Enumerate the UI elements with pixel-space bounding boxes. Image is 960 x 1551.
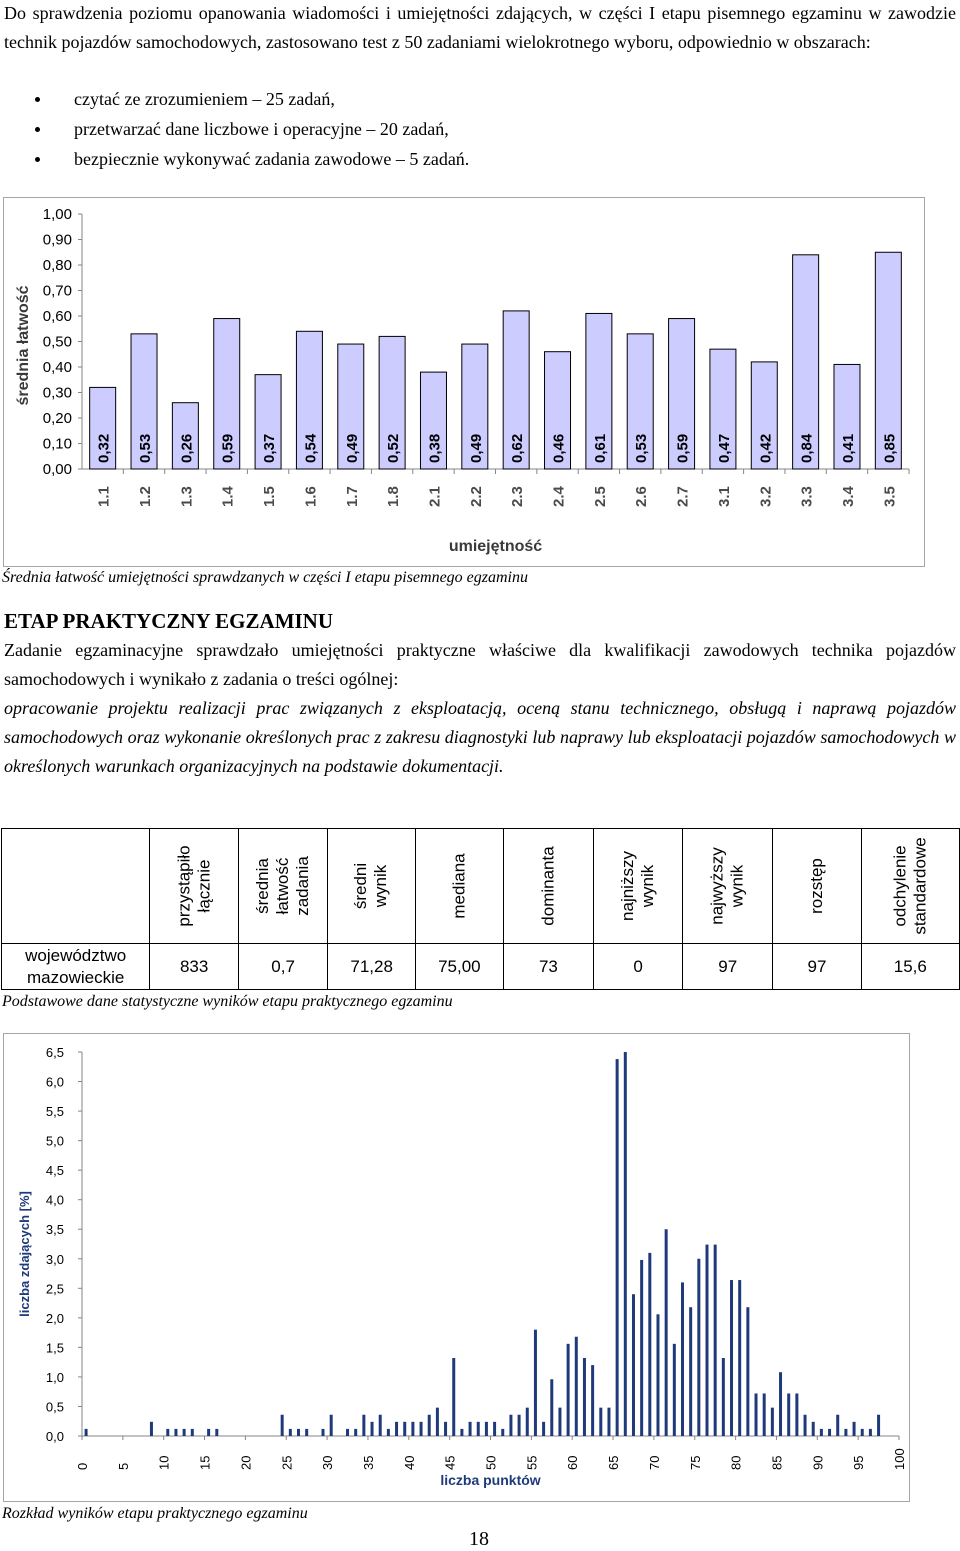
bar [281, 1415, 284, 1436]
table-cell: 97 [683, 944, 773, 990]
bar [518, 1415, 521, 1436]
bar [567, 1344, 570, 1436]
y-tick-label: 4,5 [45, 1163, 64, 1179]
chart-score-distribution [3, 1033, 910, 1502]
bar [795, 1393, 798, 1436]
x-tick-label: 1.1 [95, 486, 113, 507]
bar [420, 1422, 423, 1436]
chart1-caption: Średnia łatwość umiejętności sprawdzanych w części I etapu pisemnego egzaminu [2, 569, 528, 586]
bar [436, 1408, 439, 1436]
bar [787, 1393, 790, 1436]
bar-value-label: 0,46 [550, 433, 568, 463]
bar-value-label: 0,52 [385, 433, 403, 463]
x-tick-label: 3.1 [715, 486, 733, 507]
table-cell: 15,6 [861, 944, 959, 990]
bar-value-label: 0,38 [426, 433, 444, 463]
x-tick-label: 45 [442, 1455, 458, 1470]
bar [379, 1415, 382, 1436]
x-tick-label: 1.8 [385, 486, 403, 507]
bar [828, 1429, 831, 1436]
bar [85, 1429, 88, 1436]
x-tick-label: 50 [483, 1455, 499, 1470]
x-axis-title: liczba punktów [440, 1472, 541, 1488]
bar [469, 1422, 472, 1436]
bar [542, 1422, 545, 1436]
bar-value-label: 0,49 [343, 433, 361, 463]
y-tick-label: 5,0 [45, 1133, 64, 1149]
x-tick-label: 5 [115, 1462, 131, 1470]
chart-average-ease-svg [4, 198, 924, 566]
bar [509, 1415, 512, 1436]
header-cell: odchylenie standardowe [861, 829, 959, 944]
x-tick-label: 95 [851, 1455, 867, 1470]
header-cell: najniższy wynik [594, 829, 683, 944]
bar-value-label: 0,62 [509, 433, 527, 463]
bar [648, 1253, 651, 1436]
x-tick-label: 55 [524, 1455, 540, 1470]
bullet-icon [35, 127, 40, 132]
bar [722, 1358, 725, 1436]
section-heading: ETAP PRAKTYCZNY EGZAMINU [4, 609, 334, 633]
bar [640, 1260, 643, 1436]
y-tick-label: 2,5 [45, 1281, 64, 1297]
x-tick-label: 30 [320, 1455, 336, 1470]
bar [362, 1415, 365, 1436]
bar [844, 1429, 847, 1436]
bar [730, 1280, 733, 1436]
bar [836, 1415, 839, 1436]
bar [526, 1408, 529, 1436]
bar [853, 1422, 856, 1436]
bar [330, 1415, 333, 1436]
table-cell: 71,28 [328, 944, 416, 990]
x-tick-label: 25 [279, 1455, 295, 1470]
x-tick-label: 2.7 [674, 486, 692, 507]
list-item: czytać ze zrozumieniem – 25 zadań, [0, 84, 469, 114]
y-tick-label: 0,60 [42, 308, 72, 325]
x-tick-label: 2.3 [509, 486, 527, 507]
y-tick-label: 0,0 [45, 1429, 64, 1444]
bar [460, 1429, 463, 1436]
x-tick-label: 1.5 [261, 486, 279, 507]
x-tick-label: 20 [238, 1455, 254, 1470]
header-cell: mediana [415, 829, 503, 944]
bar [755, 1393, 758, 1436]
y-tick-label: 0,20 [42, 410, 72, 427]
bar [746, 1307, 749, 1436]
bar [591, 1365, 594, 1436]
y-tick-label: 0,30 [42, 384, 72, 402]
list-item: bezpiecznie wykonywać zadania zawodowe – 5 zadań. [0, 144, 469, 174]
bar [558, 1408, 561, 1436]
bar-value-label: 0,59 [674, 433, 692, 463]
bar [812, 1422, 815, 1436]
bar [779, 1372, 782, 1436]
y-tick-label: 6,5 [45, 1045, 64, 1060]
bar [616, 1059, 619, 1436]
y-tick-label: 3,0 [45, 1251, 64, 1267]
y-tick-label: 1,5 [45, 1340, 64, 1356]
y-tick-label: 0,90 [42, 231, 72, 249]
x-tick-label: 2.5 [591, 486, 609, 507]
x-tick-label: 65 [606, 1455, 622, 1470]
table-cell: 0,7 [238, 944, 327, 990]
bar [804, 1415, 807, 1436]
y-tick-label: 5,5 [45, 1104, 64, 1120]
bar [763, 1393, 766, 1436]
bar [191, 1429, 194, 1436]
table-caption: Podstawowe dane statystyczne wyników etapu praktycznego egzaminu [2, 993, 453, 1010]
chart-average-ease [3, 197, 925, 567]
bar [305, 1429, 308, 1436]
row-label-cell: województwo mazowieckie [2, 944, 150, 990]
intro-paragraph: Do sprawdzenia poziomu opanowania wiadomości i umiejętności zdających, w części I etapu pisemnego egzaminu w zawodzie technik pojazdów samochodowych, zastosowano test z 50 zadaniami wielokrotnego wyboru, odpowiednio w obszarach: [4, 3, 956, 52]
bar-value-label: 0,84 [798, 433, 816, 463]
x-tick-label: 3.5 [881, 486, 899, 507]
x-tick-label: 1.7 [343, 486, 361, 507]
x-tick-label: 15 [197, 1455, 213, 1470]
bar [706, 1245, 709, 1436]
bar [346, 1429, 349, 1436]
y-tick-label: 4,0 [45, 1192, 64, 1208]
table-cell: 73 [503, 944, 593, 990]
bar [534, 1330, 537, 1436]
bar [485, 1422, 488, 1436]
x-tick-label: 100 [892, 1448, 907, 1470]
bar [477, 1422, 480, 1436]
list-item: przetwarzać dane liczbowe i operacyjne – 20 zadań, [0, 114, 469, 144]
y-tick-label: 1,0 [45, 1369, 64, 1385]
x-tick-label: 75 [687, 1455, 703, 1470]
x-tick-label: 80 [728, 1455, 744, 1470]
bar [452, 1358, 455, 1436]
bar [403, 1422, 406, 1436]
x-tick-label: 1.3 [178, 486, 196, 507]
bar [174, 1429, 177, 1436]
y-tick-label: 6,0 [45, 1074, 64, 1090]
table-cell: 75,00 [415, 944, 503, 990]
bar [632, 1294, 635, 1436]
bar [493, 1422, 496, 1436]
y-tick-label: 1,00 [42, 206, 72, 223]
y-tick-label: 0,10 [42, 435, 72, 453]
bar-value-label: 0,41 [839, 433, 857, 463]
bar [411, 1422, 414, 1436]
bar-value-label: 0,49 [467, 433, 485, 463]
bar [150, 1422, 153, 1436]
bar [656, 1314, 659, 1436]
bullet-icon [35, 157, 40, 162]
bar [166, 1429, 169, 1436]
y-axis-title: liczba zdających [%] [17, 1191, 32, 1317]
header-cell: średni wynik [328, 829, 416, 944]
x-tick-label: 85 [769, 1455, 785, 1470]
x-tick-label: 2.2 [467, 486, 485, 507]
bar [297, 1429, 300, 1436]
x-tick-label: 3.3 [798, 486, 816, 507]
bar [861, 1429, 864, 1436]
x-tick-label: 0 [75, 1462, 90, 1470]
bar-value-label: 0,26 [178, 433, 196, 463]
x-tick-label: 70 [646, 1455, 662, 1470]
bar [444, 1422, 447, 1436]
y-tick-label: 0,00 [42, 461, 72, 478]
header-cell: przystąpiło łącznie [150, 829, 239, 944]
bar [395, 1422, 398, 1436]
bar [371, 1422, 374, 1436]
bar [387, 1429, 390, 1436]
bar-value-label: 0,85 [881, 433, 899, 463]
chart2-caption: Rozkład wyników etapu praktycznego egzaminu [2, 1505, 308, 1522]
table-cell: 0 [594, 944, 683, 990]
x-tick-label: 1.2 [137, 486, 155, 507]
bar [428, 1415, 431, 1436]
bar [550, 1379, 553, 1436]
chart-score-distribution-svg [4, 1034, 909, 1501]
bar [599, 1408, 602, 1436]
y-tick-label: 0,80 [42, 257, 72, 274]
table-header-row [2, 829, 960, 944]
bar [575, 1337, 578, 1436]
bar-value-label: 0,32 [95, 433, 113, 463]
bar [697, 1259, 700, 1436]
practical-paragraph: Zadanie egzaminacyjne sprawdzało umiejętności praktyczne właściwe dla kwalifikacji zawodowych technika pojazdów samochodowych i wynikało z zadania o treści ogólnej: [4, 640, 956, 689]
x-tick-label: 90 [810, 1455, 826, 1470]
bar [877, 1415, 880, 1436]
bar [501, 1429, 504, 1436]
x-tick-label: 1.4 [219, 486, 237, 507]
x-tick-label: 2.6 [633, 486, 651, 507]
x-tick-label: 2.4 [550, 486, 568, 507]
y-tick-label: 3,5 [45, 1222, 64, 1238]
bar-value-label: 0,53 [137, 433, 155, 463]
x-tick-label: 40 [401, 1455, 417, 1470]
x-tick-label: 35 [360, 1455, 376, 1470]
bullet-icon [35, 97, 40, 102]
y-axis-title: średnia łatwość [15, 285, 32, 406]
bar [681, 1282, 684, 1436]
x-tick-label: 60 [565, 1455, 581, 1470]
bar [183, 1429, 186, 1436]
bar [624, 1052, 627, 1436]
bar [354, 1429, 357, 1436]
bar [583, 1358, 586, 1436]
y-tick-label: 0,50 [42, 333, 72, 351]
bar-value-label: 0,53 [633, 433, 651, 463]
header-cell: średnia łatwość zadania [238, 829, 327, 944]
bar [869, 1429, 872, 1436]
y-tick-label: 2,0 [45, 1310, 64, 1326]
bar-value-label: 0,61 [591, 433, 609, 463]
bar [289, 1429, 292, 1436]
header-cell: najwyższy wynik [683, 829, 773, 944]
header-cell: rozstęp [773, 829, 861, 944]
table-cell: 833 [150, 944, 239, 990]
skill-area-list [0, 84, 469, 174]
bar-value-label: 0,42 [757, 433, 775, 463]
bar-value-label: 0,37 [261, 433, 279, 463]
bar [207, 1429, 210, 1436]
bar [322, 1429, 325, 1436]
x-tick-label: 2.1 [426, 486, 444, 507]
bar-value-label: 0,59 [219, 433, 237, 463]
bar-value-label: 0,47 [715, 433, 733, 463]
bar [738, 1280, 741, 1436]
table-cell: 97 [773, 944, 861, 990]
bar [820, 1429, 823, 1436]
bar [714, 1245, 717, 1436]
bar-value-label: 0,54 [302, 433, 320, 463]
bar [215, 1429, 218, 1436]
bar [771, 1408, 774, 1436]
page-number: 18 [469, 1528, 489, 1550]
x-axis-title: umiejętność [448, 538, 543, 555]
bar [665, 1229, 668, 1436]
empty-header-cell [2, 829, 150, 944]
table-row [2, 944, 960, 990]
y-tick-label: 0,70 [42, 282, 72, 300]
y-tick-label: 0,5 [45, 1399, 64, 1415]
x-tick-label: 3.4 [839, 486, 857, 507]
x-tick-label: 3.2 [757, 486, 775, 507]
bar [689, 1307, 692, 1436]
y-tick-label: 0,40 [42, 359, 72, 376]
header-cell: dominanta [503, 829, 593, 944]
stats-table [1, 828, 960, 990]
practical-task-description: opracowanie projektu realizacji prac związanych z eksploatacją, oceną stanu technicznego, obsługą i naprawą pojazdów samochodowych oraz wykonanie określonych prac z zakresu diagnostyki lub naprawy lub eksploatacji pojazdów samochodowych w określonych warunkach organizacyjnych na podstawie dokumentacji. [4, 698, 956, 776]
x-tick-label: 10 [156, 1455, 172, 1470]
bar [673, 1344, 676, 1436]
x-tick-label: 1.6 [302, 486, 320, 507]
bar [607, 1408, 610, 1436]
